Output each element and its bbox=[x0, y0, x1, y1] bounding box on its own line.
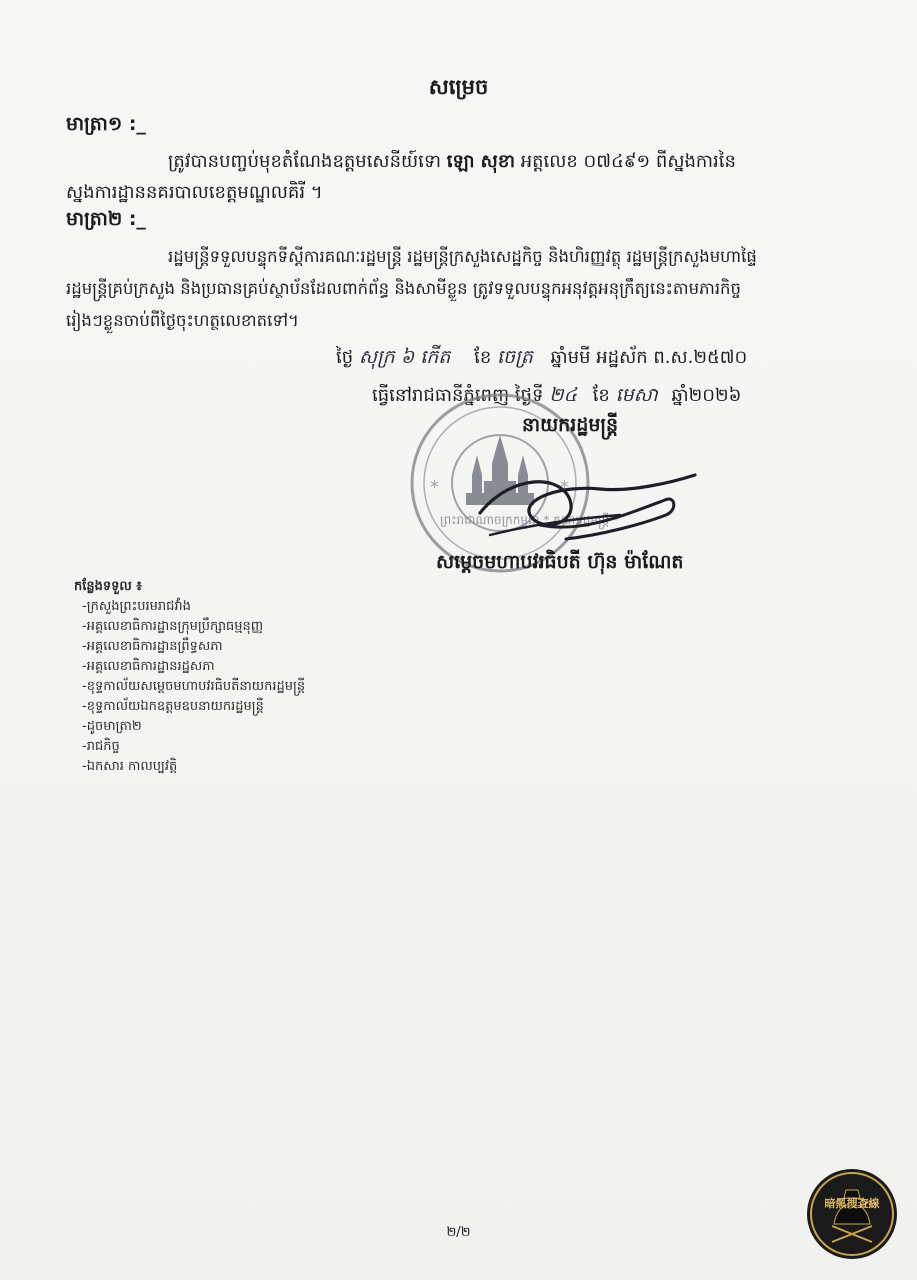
lunar-day-handwritten: សុក្រ ៦ កើត bbox=[358, 346, 451, 368]
article-2-line-2: រដ្ឋមន្ត្រីគ្រប់ក្រសួង និងប្រធានគ្រប់ស្ថាប័នដែលពាក់ព័ន្ធ និងសាមីខ្លួន ត្រូវទទួលបន្ទុកអនុវត្តអនុក្រឹត្យនេះតាមភារកិច្ច bbox=[66, 279, 742, 298]
recipient-item: -ឯកសារ កាលប្បវត្តិ bbox=[82, 759, 178, 774]
article-2-line-1: រដ្ឋមន្ត្រីទទួលបន្ទុកទីស្តីការគណៈរដ្ឋមន្ត្រី រដ្ឋមន្ត្រីក្រសួងសេដ្ឋកិច្ច និងហិរញ្ញវត្ថុ រដ្ឋមន្ត្រីក្រសួងមហាផ្ទៃ bbox=[168, 247, 757, 266]
solar-month-handwritten: មេសា bbox=[615, 384, 658, 406]
recipient-item: -រាជកិច្ច bbox=[82, 739, 120, 754]
lunar-month-handwritten: ចេត្រ bbox=[496, 346, 533, 368]
article-1-line-1 bbox=[168, 146, 736, 177]
article-1-text-b: អត្តលេខ ០៧៤៩១ ពីស្នងការនៃ bbox=[520, 151, 736, 172]
solar-month-prefix: ខែ bbox=[592, 385, 610, 406]
watermark-logo-icon bbox=[806, 1168, 898, 1260]
recipient-item: -ដូចមាត្រា២ bbox=[82, 719, 142, 734]
signatory-title: នាយករដ្ឋមន្ត្រី bbox=[522, 414, 619, 436]
article-1-text-a: ត្រូវបានបញ្ចប់មុខតំណែងឧត្តមសេនីយ៍ទោ bbox=[168, 151, 441, 172]
page-number: ២/២ bbox=[446, 1225, 471, 1240]
article-1-label: មាត្រា១ :_ bbox=[66, 113, 146, 135]
article-2-label: មាត្រា២ :_ bbox=[66, 208, 146, 230]
officer-name: ឡោ សុខា bbox=[446, 151, 515, 172]
watermark-text: 暗黑搜查線 bbox=[824, 1197, 880, 1210]
recipient-item: -អគ្គលេខាធិការដ្ឋានព្រឹទ្ធសភា bbox=[82, 639, 223, 654]
svg-text:*: * bbox=[430, 477, 439, 498]
handwritten-signature bbox=[470, 455, 710, 555]
lunar-date-line bbox=[336, 342, 747, 373]
lunar-date-prefix: ថ្ងៃ bbox=[336, 347, 354, 368]
decision-heading: សម្រេច bbox=[428, 75, 489, 99]
solar-day-handwritten: ២៤ bbox=[549, 384, 577, 406]
recipient-item: -ខុទ្ទកាល័យសម្តេចមហាបវរធិបតីនាយករដ្ឋមន្ត្រី bbox=[82, 679, 306, 694]
article-1-line-2: ស្នងការដ្ឋាននគរបាលខេត្តមណ្ឌលគិរី ។ bbox=[66, 182, 323, 203]
seal-text: ព្រះរាជាណាចក្រកម្ពុជា * គណៈរដ្ឋមន្ត្រី * bbox=[440, 513, 620, 527]
lunar-month-prefix: ខែ bbox=[474, 347, 492, 368]
recipient-item: -អគ្គលេខាធិការដ្ឋានរដ្ឋសភា bbox=[82, 659, 215, 674]
solar-year: ឆ្នាំ២០២៦ bbox=[671, 385, 742, 406]
recipient-item: -ខុទ្ទកាល័យឯកឧត្តមឧបនាយករដ្ឋមន្ត្រី bbox=[82, 699, 264, 714]
svg-text:*: * bbox=[560, 477, 569, 498]
recipient-item: -ក្រសួងព្រះបរមរាជវាំង bbox=[82, 599, 191, 614]
article-2-line-3: រៀងៗខ្លួនចាប់ពីថ្ងៃចុះហត្ថលេខាតទៅ។ bbox=[66, 311, 299, 330]
recipients-title: កន្លែងទទួល ៖ bbox=[74, 579, 143, 594]
recipient-item: -អគ្គលេខាធិការដ្ឋានក្រុមប្រឹក្សាធម្មនុញ្ញ bbox=[82, 619, 264, 634]
place-prefix: ធ្វើនៅរាជធានីភ្នំពេញ ថ្ងៃទី bbox=[372, 385, 544, 406]
lunar-year: ឆ្នាំមមី អដ្ឋស័ក ព.ស.២៥៧០ bbox=[550, 347, 748, 368]
signatory-name: សម្តេចមហាបវរធិបតី ហ៊ុន ម៉ាណែត bbox=[436, 551, 684, 573]
